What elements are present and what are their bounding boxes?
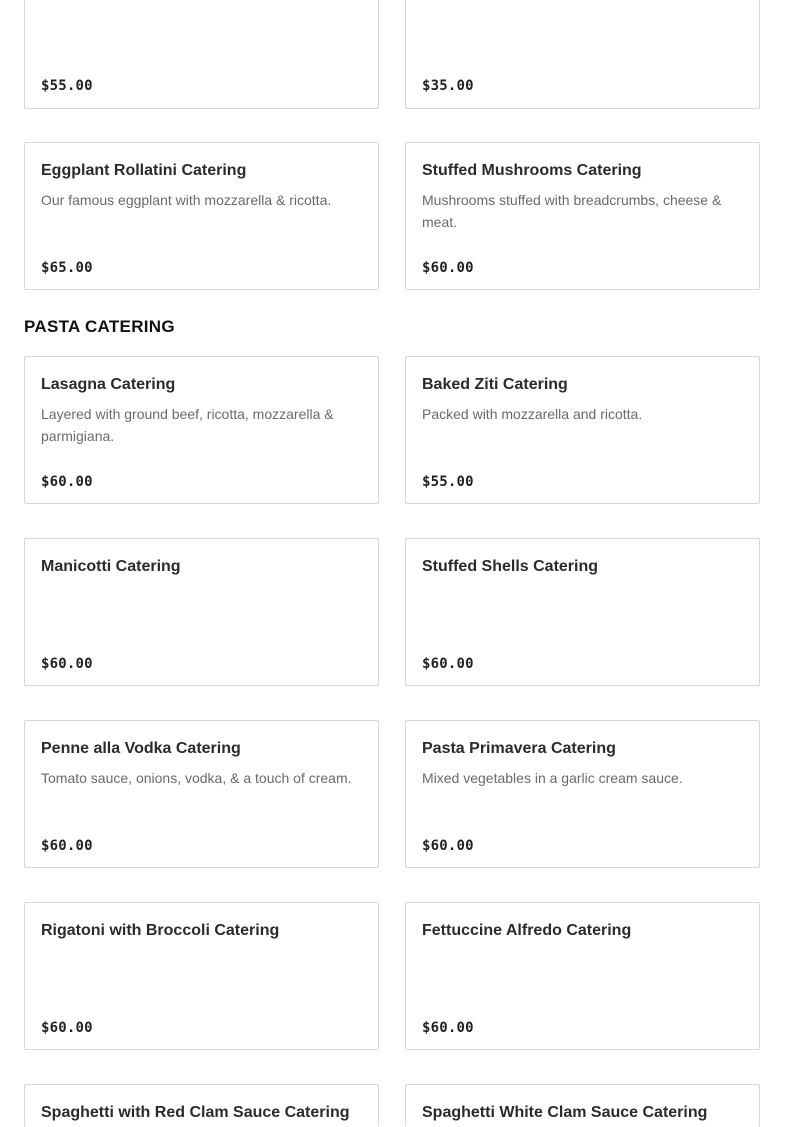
menu-item-card[interactable] — [24, 356, 379, 504]
item-description: Packed with mozzarella and ricotta. — [422, 406, 643, 422]
menu-item-card[interactable] — [405, 720, 760, 868]
item-price: $60.00 — [422, 838, 474, 854]
item-price: $60.00 — [41, 1020, 93, 1036]
item-description: Tomato sauce, onions, vodka, & a touch of cream. — [41, 770, 352, 786]
item-name: Rigatoni with Broccoli Catering — [41, 922, 280, 939]
item-name: Pasta Primavera Catering — [422, 740, 616, 757]
menu-item-card[interactable] — [24, 1084, 379, 1127]
item-price: $60.00 — [422, 656, 474, 672]
section-title: PASTA CATERING — [24, 317, 175, 336]
item-price: $60.00 — [422, 1020, 474, 1036]
item-description: Our famous eggplant with mozzarella & ricotta. — [41, 192, 332, 208]
menu-item-card[interactable] — [24, 720, 379, 868]
item-name: Baked Ziti Catering — [422, 376, 568, 393]
menu-item-card[interactable] — [24, 142, 379, 290]
item-price: $55.00 — [422, 474, 474, 490]
item-price: $60.00 — [41, 656, 93, 672]
menu-item-card[interactable] — [24, 902, 379, 1050]
menu-item-card[interactable] — [24, 538, 379, 686]
item-description: Layered with ground beef, ricotta, mozzarella & parmigiana. — [41, 406, 334, 444]
item-description: Mixed vegetables in a garlic cream sauce. — [422, 770, 683, 786]
menu-item-card[interactable] — [405, 0, 760, 109]
menu-item-card[interactable] — [405, 142, 760, 290]
item-price: $60.00 — [41, 838, 93, 854]
item-name: Manicotti Catering — [41, 558, 181, 575]
menu-item-card[interactable] — [405, 538, 760, 686]
item-name: Eggplant Rollatini Catering — [41, 162, 247, 179]
item-price: $60.00 — [41, 474, 93, 490]
item-price: $35.00 — [422, 78, 474, 94]
item-name: Fettuccine Alfredo Catering — [422, 922, 632, 939]
item-name: Penne alla Vodka Catering — [41, 740, 241, 757]
item-price: $60.00 — [422, 260, 474, 276]
item-description: Mushrooms stuffed with breadcrumbs, cheese & meat. — [422, 192, 722, 230]
menu-item-card[interactable] — [405, 1084, 760, 1127]
item-name: Spaghetti with Red Clam Sauce Catering — [41, 1104, 350, 1121]
item-name: Lasagna Catering — [41, 376, 176, 393]
menu-item-card[interactable] — [24, 0, 379, 109]
item-name: Stuffed Shells Catering — [422, 558, 599, 575]
menu-item-card[interactable] — [405, 356, 760, 504]
item-price: $55.00 — [41, 78, 93, 94]
item-price: $65.00 — [41, 260, 93, 276]
menu-item-card[interactable] — [405, 902, 760, 1050]
item-name: Spaghetti White Clam Sauce Catering — [422, 1104, 708, 1121]
item-name: Stuffed Mushrooms Catering — [422, 162, 642, 179]
